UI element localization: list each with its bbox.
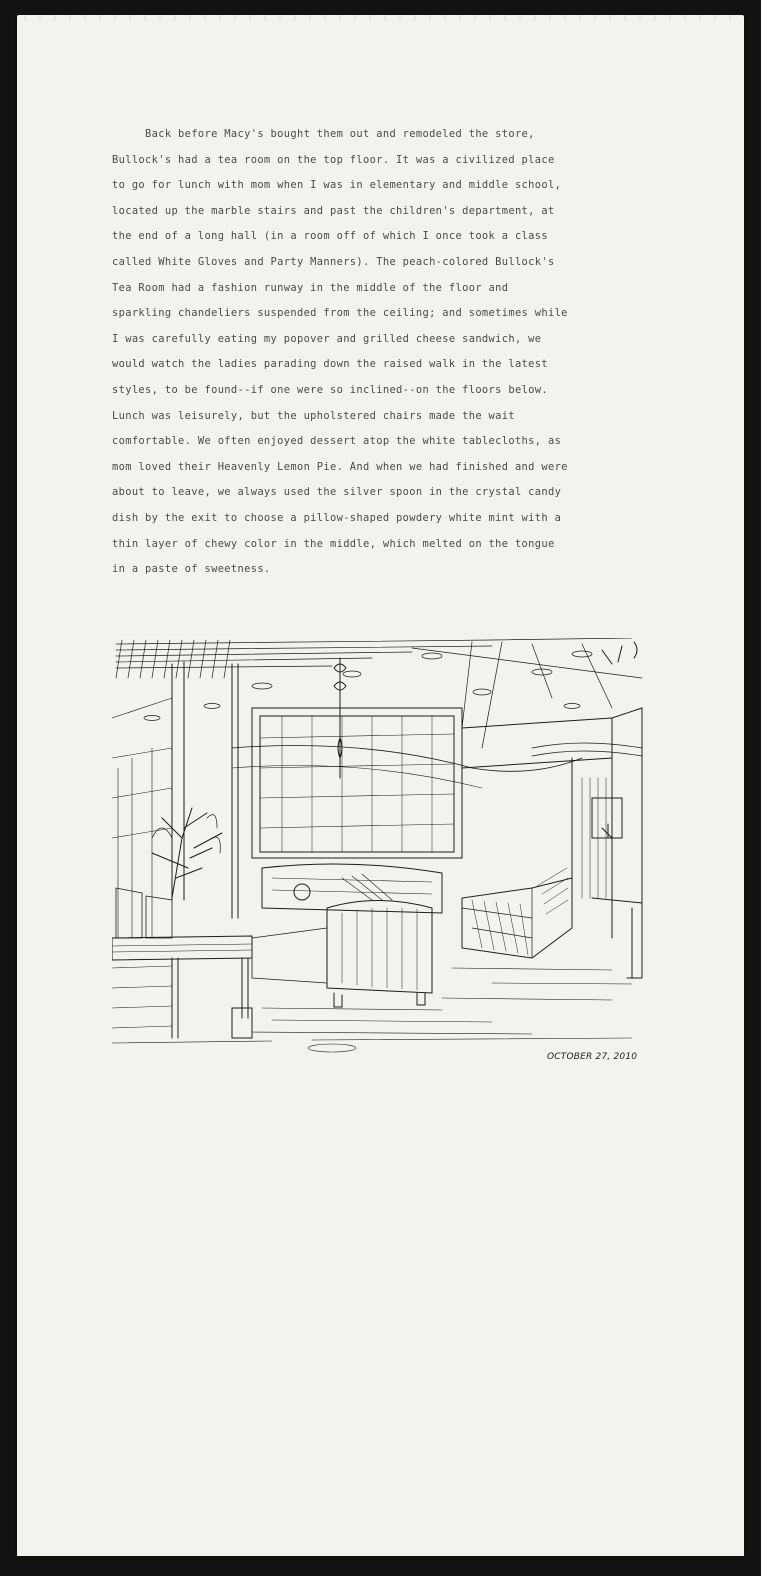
paragraph-line: mom loved their Heavenly Lemon Pie. And when we had finished and were [112,460,568,473]
paragraph-line: dish by the exit to choose a pillow-shaped powdery white mint with a [112,511,562,524]
paragraph-line: Tea Room had a fashion runway in the middle of the floor and [112,281,509,294]
paragraph-line: sparkling chandeliers suspended from the ceiling; and sometimes while [112,307,568,320]
right-wall [462,708,642,938]
paragraph-line: about to leave, we always used the silver spoon in the crystal candy [112,486,562,499]
paragraph-line: located up the marble stairs and past the children's department, at [112,204,555,217]
paragraph-line: Lunch was leisurely, but the upholstered chairs made the wait [112,409,515,422]
paragraph-line: Back before Macy's bought them out and remodeled the store, [112,128,535,140]
paragraph-line: Bullock's had a tea room on the top floor. It was a civilized place [112,153,555,166]
paragraph-line: the end of a long hall (in a room off of which I once took a class [112,230,548,243]
paragraph-line: in a paste of sweetness. [112,563,271,576]
paragraph-line: to go for lunch with mom when I was in elementary and middle school, [112,179,562,192]
paper-sheet [17,18,744,1556]
paragraph-line: called White Gloves and Party Manners). The peach-colored Bullock's [112,255,555,268]
paragraph-line: comfortable. We often enjoyed dessert atop the white tablecloths, as [112,435,562,448]
paragraph-line: I was carefully eating my popover and grilled cheese sandwich, we [112,332,542,345]
sketch-date: OCTOBER 27, 2010 [547,1052,638,1062]
paragraph-line: styles, to be found--if one were so inclined--on the floors below. [112,383,548,396]
center-armchair [252,901,432,1008]
back-wall-panel [232,708,582,858]
typed-paragraph [112,122,672,583]
deckled-edge [17,15,744,21]
paragraph-line: thin layer of chewy color in the middle, which melted on the tongue [112,537,555,550]
plant [152,808,222,898]
right-armchair [462,868,572,958]
tea-room-sketch [112,638,652,1058]
paragraph-line: would watch the ladies parading down the raised walk in the latest [112,358,548,371]
ceiling-hatching [116,638,642,748]
left-table [112,936,252,1038]
chandeliers [334,642,637,778]
back-sofa [262,864,442,913]
